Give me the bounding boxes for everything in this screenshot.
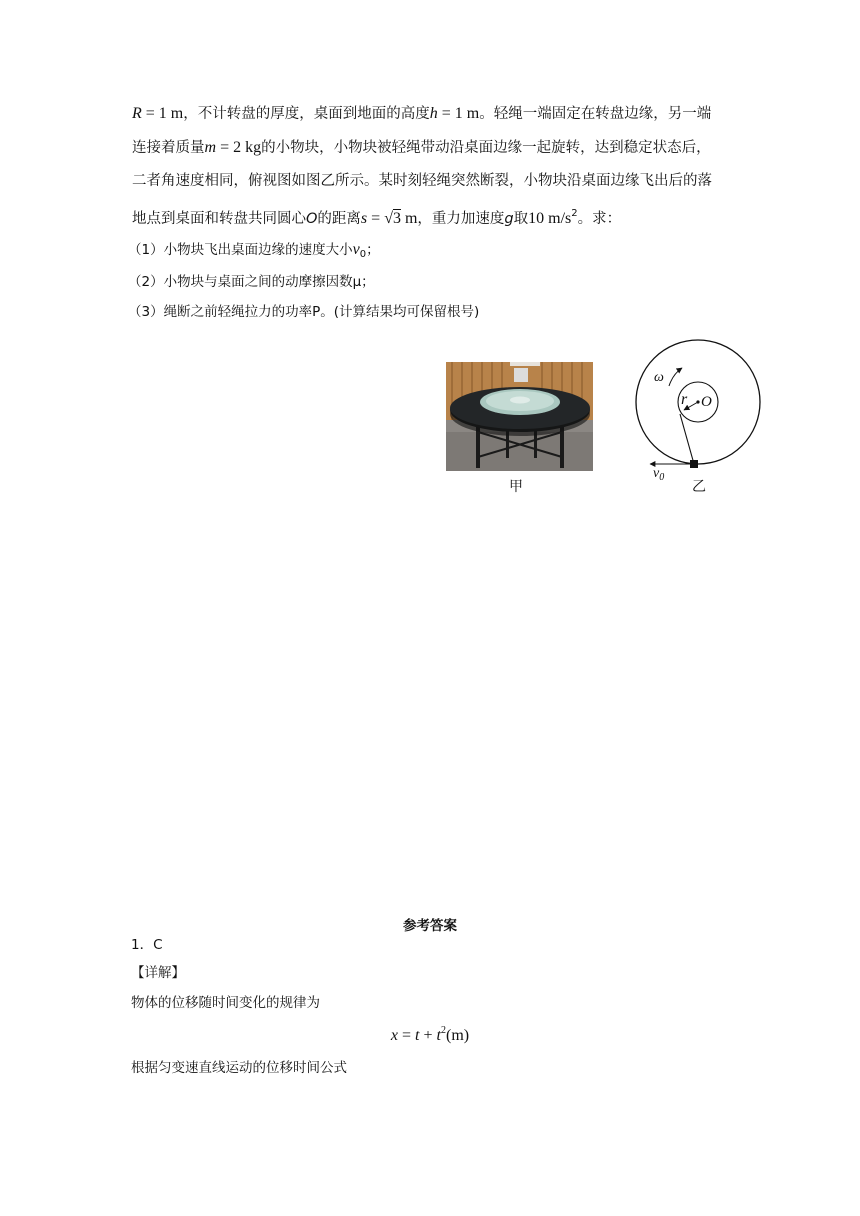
unit: (m) (445, 1027, 470, 1044)
answer-item-1: 1．C (131, 937, 163, 953)
var-t: t (415, 1027, 420, 1044)
question-2: （2）小物块与桌面之间的动摩擦因数μ； (128, 274, 375, 290)
text-segment: 取 (513, 211, 529, 227)
text-segment: （1）小物块飞出桌面边缘的速度大小 (128, 242, 353, 258)
text-segment: ，不计转盘的厚度，桌面到地面的高度 (183, 106, 430, 122)
text-segment: 。求： (577, 211, 622, 227)
v-subscript: 0 (359, 249, 367, 260)
g-exponent: 2 (571, 208, 578, 219)
exponent: 2 (440, 1025, 446, 1036)
var-v: v (352, 241, 360, 258)
equals-sign: = (398, 1027, 416, 1044)
m-value: = 2 kg (216, 139, 262, 156)
problem-line-3: 二者角速度相同，俯视图如图乙所示。某时刻轻绳突然断裂，小物块沿桌面边缘飞出后的落 (132, 173, 712, 189)
answer-heading: 参考答案 (403, 918, 457, 934)
text-segment: ，重力加速度 (417, 211, 505, 227)
text-segment: 。轻绳一端固定在转盘边缘，另一端 (479, 106, 712, 122)
table-photo (446, 362, 593, 471)
text-segment: 的小物块，小物块被轻绳带动沿桌面边缘一起旋转，达到稳定状态后， (261, 140, 711, 156)
var-R: R (132, 105, 142, 122)
detail-label: 【详解】 (131, 965, 185, 981)
problem-line-2 (132, 138, 711, 158)
problem-line-4 (132, 204, 621, 229)
var-t-squared: t (436, 1027, 441, 1044)
v0-label (653, 466, 664, 483)
g-value: 10 m/s (528, 210, 572, 227)
displacement-equation (0, 1025, 860, 1045)
label-yi: 乙 (692, 479, 706, 495)
label-jia: 甲 (509, 479, 523, 495)
O-label: O (701, 394, 712, 410)
text-segment: ； (366, 242, 380, 258)
top-view-diagram (628, 338, 768, 488)
problem-line-1 (132, 104, 711, 124)
text-segment: 的距离 (317, 211, 361, 227)
R-value: = 1 m (141, 105, 184, 122)
var-x: x (390, 1027, 399, 1044)
v-letter: v (653, 466, 660, 481)
question-1 (128, 240, 380, 265)
var-s: s (360, 210, 368, 227)
equals-sign: = (367, 210, 385, 227)
sqrt-sign: √ (384, 210, 393, 227)
var-m: m (204, 139, 217, 156)
question-3: （3）绳断之前轻绳拉力的功率P。(计算结果均可保留根号) (128, 304, 480, 320)
answer-text-2: 根据匀变速直线运动的位移时间公式 (131, 1060, 347, 1076)
s-unit: m (400, 210, 418, 227)
answer-text-1: 物体的位移随时间变化的规律为 (131, 995, 320, 1011)
v-subscript: 0 (659, 472, 665, 483)
h-value: = 1 m (437, 105, 480, 122)
text-segment: 地点到桌面和转盘共同圆心 (132, 211, 306, 227)
omega-label: ω (654, 370, 664, 385)
sqrt-radicand: 3 (392, 210, 401, 227)
r-label: r (681, 391, 688, 408)
plus-sign: + (419, 1027, 437, 1044)
var-g: g (504, 211, 514, 227)
var-O: O (306, 211, 318, 227)
text-segment: 连接着质量 (132, 140, 205, 156)
var-h: h (429, 105, 438, 122)
